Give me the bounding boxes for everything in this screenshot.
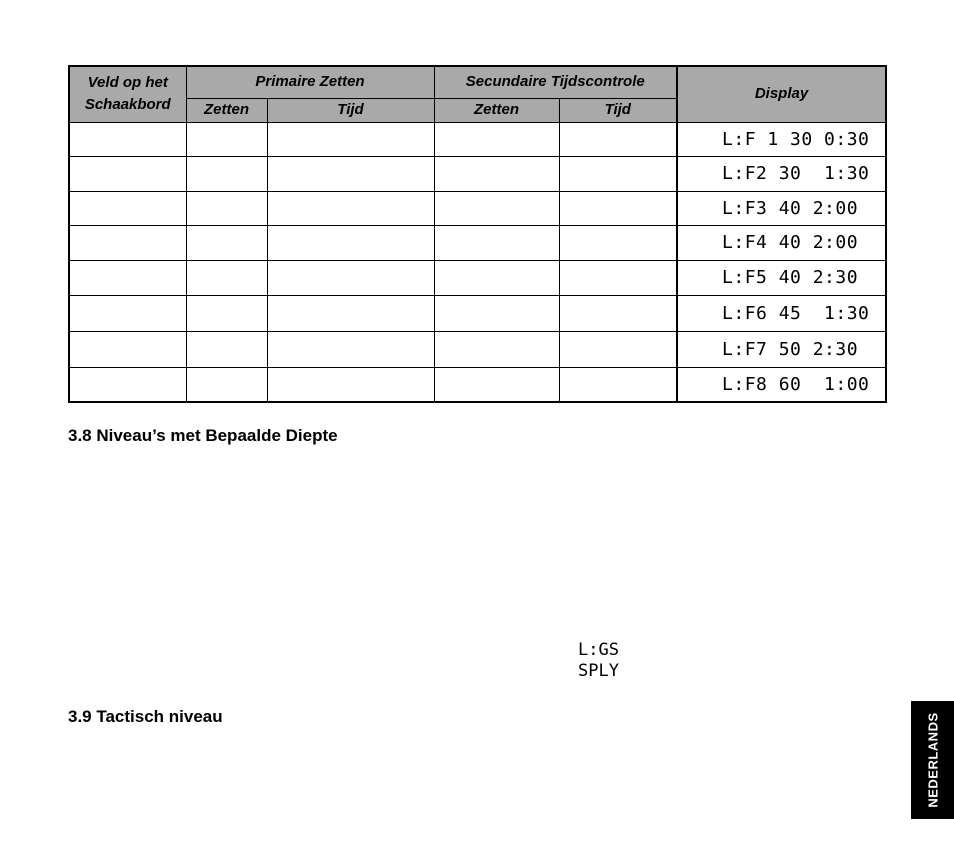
section-heading-3-8: 3.8 Niveau’s met Bepaalde Diepte [68, 426, 338, 445]
cell-p-time [267, 122, 434, 156]
cell-display: L:F5 40 2:30 [677, 260, 886, 295]
cell-s-time [559, 122, 677, 156]
cell-field [69, 225, 186, 260]
cell-s-moves [434, 122, 559, 156]
lcd-line-1: L:GS [578, 640, 619, 660]
cell-display: L:F7 50 2:30 [677, 331, 886, 367]
cell-p-moves [186, 122, 267, 156]
cell-display: L:F2 30 1:30 [677, 156, 886, 191]
cell-s-time [559, 225, 677, 260]
cell-display: L:F4 40 2:00 [677, 225, 886, 260]
cell-s-moves [434, 191, 559, 225]
cell-p-moves [186, 331, 267, 367]
cell-display: L:F8 60 1:00 [677, 367, 886, 402]
levels-table [68, 65, 887, 403]
header-secondary-moves: Zetten [434, 98, 559, 122]
cell-s-time [559, 295, 677, 331]
cell-field [69, 122, 186, 156]
header-primary-time: Tijd [267, 98, 434, 122]
cell-p-time [267, 156, 434, 191]
cell-field [69, 156, 186, 191]
header-secondary-time: Tijd [559, 98, 677, 122]
table-row [69, 295, 886, 331]
header-field: Veld op het Schaakbord [69, 66, 186, 122]
cell-s-moves [434, 156, 559, 191]
section-heading-3-9: 3.9 Tactisch niveau [68, 707, 223, 726]
cell-field [69, 367, 186, 402]
cell-p-time [267, 367, 434, 402]
header-primary: Primaire Zetten [186, 66, 434, 98]
cell-field [69, 191, 186, 225]
cell-field [69, 295, 186, 331]
cell-display: L:F6 45 1:30 [677, 295, 886, 331]
cell-s-moves [434, 331, 559, 367]
cell-s-time [559, 156, 677, 191]
language-tab-label: NEDERLANDS [925, 712, 940, 808]
header-display: Display [677, 66, 886, 122]
cell-s-moves [434, 260, 559, 295]
cell-display: L:F 1 30 0:30 [677, 122, 886, 156]
table-row [69, 122, 886, 156]
table-row [69, 191, 886, 225]
lcd-line-2: SPLY [578, 661, 619, 681]
lcd-display-example [578, 640, 619, 682]
cell-p-time [267, 225, 434, 260]
table-row [69, 225, 886, 260]
cell-s-moves [434, 367, 559, 402]
cell-p-moves [186, 156, 267, 191]
cell-p-time [267, 295, 434, 331]
cell-s-time [559, 367, 677, 402]
language-tab [911, 701, 954, 819]
table-row [69, 260, 886, 295]
cell-p-time [267, 260, 434, 295]
cell-display: L:F3 40 2:00 [677, 191, 886, 225]
cell-s-time [559, 331, 677, 367]
cell-field [69, 331, 186, 367]
cell-s-time [559, 191, 677, 225]
cell-p-time [267, 331, 434, 367]
table-row [69, 331, 886, 367]
cell-p-time [267, 191, 434, 225]
cell-p-moves [186, 191, 267, 225]
cell-s-time [559, 260, 677, 295]
cell-s-moves [434, 225, 559, 260]
cell-p-moves [186, 225, 267, 260]
cell-s-moves [434, 295, 559, 331]
cell-p-moves [186, 260, 267, 295]
table-row [69, 156, 886, 191]
header-secondary: Secundaire Tijdscontrole [434, 66, 677, 98]
cell-p-moves [186, 367, 267, 402]
cell-field [69, 260, 186, 295]
header-primary-moves: Zetten [186, 98, 267, 122]
table-row [69, 367, 886, 402]
cell-p-moves [186, 295, 267, 331]
